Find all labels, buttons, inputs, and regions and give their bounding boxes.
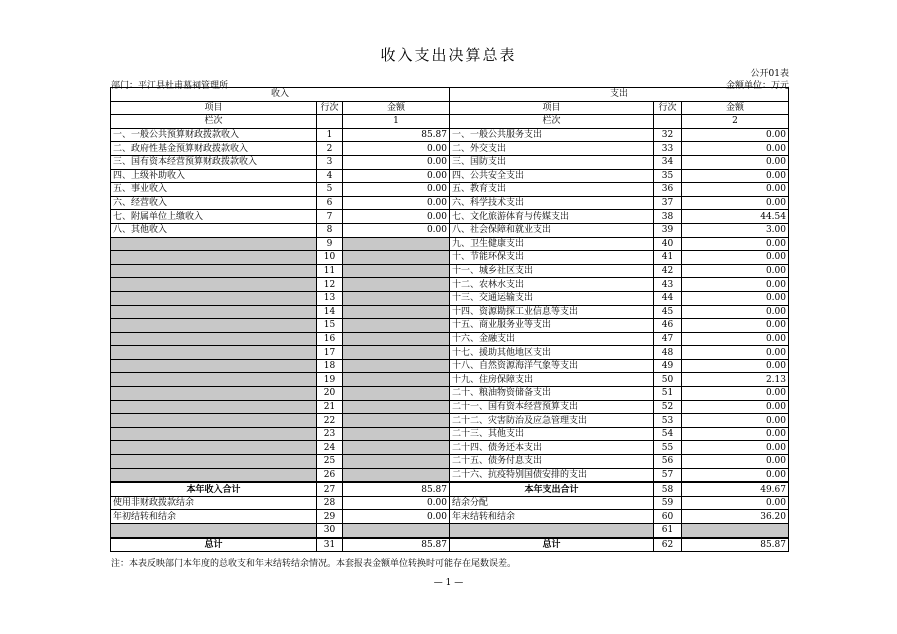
- income-item-name: [111, 524, 317, 538]
- expense-amount: 0.00: [682, 251, 789, 265]
- expense-line-number: 36: [654, 183, 682, 197]
- expense-amount: 0.00: [682, 278, 789, 292]
- income-line-number: 26: [317, 468, 343, 482]
- table-row: [111, 210, 789, 224]
- income-item-name: 五、事业收入: [111, 183, 317, 197]
- income-item-name: [111, 441, 317, 455]
- expense-amount: 0.00: [682, 183, 789, 197]
- expense-item-name: 十七、援助其他地区支出: [450, 346, 654, 360]
- expense-line-number: 39: [654, 223, 682, 237]
- expense-item-name: 二、外交支出: [450, 142, 654, 156]
- income-line-number: 30: [317, 524, 343, 538]
- expense-item-name: 四、公共安全支出: [450, 169, 654, 183]
- income-amount: [343, 251, 450, 265]
- expense-item-name: 二十四、债务还本支出: [450, 441, 654, 455]
- income-amount: 0.00: [343, 142, 450, 156]
- income-expense-table: [110, 87, 789, 552]
- expense-line-number: 45: [654, 305, 682, 319]
- income-item-name: [111, 278, 317, 292]
- income-amount: 85.87: [343, 482, 450, 496]
- income-line-number: 11: [317, 264, 343, 278]
- expense-amount: 85.87: [682, 538, 789, 552]
- expense-item-name: 十九、住房保障支出: [450, 373, 654, 387]
- income-item-name: [111, 332, 317, 346]
- income-item-name: [111, 427, 317, 441]
- table-row: [111, 468, 789, 482]
- expense-item-name: 九、卫生健康支出: [450, 237, 654, 251]
- income-amount: [343, 524, 450, 538]
- income-line-number: 14: [317, 305, 343, 319]
- income-line-number: 24: [317, 441, 343, 455]
- income-line-number: 15: [317, 319, 343, 333]
- expense-item-header: 项目: [450, 101, 654, 115]
- expense-amount: 0.00: [682, 441, 789, 455]
- income-line-number: 7: [317, 210, 343, 224]
- expense-line-number: 48: [654, 346, 682, 360]
- income-amount: 0.00: [343, 510, 450, 524]
- income-item-name: [111, 373, 317, 387]
- expense-amount: 44.54: [682, 210, 789, 224]
- income-item-name: 四、上级补助收入: [111, 169, 317, 183]
- expense-item-name: 结余分配: [450, 496, 654, 510]
- table-row: [111, 223, 789, 237]
- expense-amount: 0.00: [682, 414, 789, 428]
- expense-line-number: 54: [654, 427, 682, 441]
- income-item-name: [111, 400, 317, 414]
- table-row: [111, 319, 789, 333]
- table-row: [111, 496, 789, 510]
- income-amount: 85.87: [343, 538, 450, 552]
- income-item-name: [111, 305, 317, 319]
- income-amount: 0.00: [343, 223, 450, 237]
- page-number: — 1 —: [433, 578, 464, 588]
- expense-amount: 0.00: [682, 305, 789, 319]
- column-index-row: [111, 115, 789, 129]
- expense-line-number: 33: [654, 142, 682, 156]
- income-line-number: 6: [317, 196, 343, 210]
- expense-line-number: 38: [654, 210, 682, 224]
- form-code: 公开01表: [750, 69, 789, 79]
- expense-amount: 0.00: [682, 346, 789, 360]
- income-line-number: 4: [317, 169, 343, 183]
- table-row: [111, 524, 789, 538]
- expense-line-number: 58: [654, 482, 682, 496]
- income-amount: 0.00: [343, 496, 450, 510]
- expense-amount: 3.00: [682, 223, 789, 237]
- income-amount: [343, 346, 450, 360]
- income-amount: [343, 237, 450, 251]
- year-total-row: [111, 482, 789, 496]
- income-item-name: 总计: [111, 538, 317, 552]
- income-line-number: 12: [317, 278, 343, 292]
- table-row: [111, 128, 789, 142]
- expense-item-name: 八、社会保障和就业支出: [450, 223, 654, 237]
- table-row: [111, 264, 789, 278]
- expense-item-name: 十八、自然资源海洋气象等支出: [450, 359, 654, 373]
- expense-line-number: 56: [654, 455, 682, 469]
- income-amount: [343, 332, 450, 346]
- expense-line-number: 37: [654, 196, 682, 210]
- table-row: [111, 427, 789, 441]
- income-amount: [343, 305, 450, 319]
- income-line-number: 21: [317, 400, 343, 414]
- income-line-number: 28: [317, 496, 343, 510]
- expense-amount: 36.20: [682, 510, 789, 524]
- expense-line-number: 53: [654, 414, 682, 428]
- income-amount: [343, 278, 450, 292]
- income-item-header: 项目: [111, 101, 317, 115]
- table-row: [111, 332, 789, 346]
- expense-amount: 49.67: [682, 482, 789, 496]
- expense-line-number: 43: [654, 278, 682, 292]
- income-line-number: 22: [317, 414, 343, 428]
- table-row: [111, 414, 789, 428]
- expense-line-number: 51: [654, 387, 682, 401]
- expense-item-name: 十三、交通运输支出: [450, 291, 654, 305]
- expense-column-label: 栏次: [450, 115, 654, 129]
- table-row: [111, 373, 789, 387]
- expense-line-number: 52: [654, 400, 682, 414]
- expense-item-name: 一、一般公共服务支出: [450, 128, 654, 142]
- income-line-number: 18: [317, 359, 343, 373]
- expense-line-number: 34: [654, 155, 682, 169]
- expense-item-name: [450, 524, 654, 538]
- expense-amount: 0.00: [682, 332, 789, 346]
- income-item-name: [111, 387, 317, 401]
- expense-item-name: 二十五、债务付息支出: [450, 455, 654, 469]
- expense-item-name: 年末结转和结余: [450, 510, 654, 524]
- income-item-name: 六、经营收入: [111, 196, 317, 210]
- income-line-number: 2: [317, 142, 343, 156]
- expense-item-name: 总计: [450, 538, 654, 552]
- income-amount: [343, 414, 450, 428]
- income-amount: 0.00: [343, 169, 450, 183]
- table-row: [111, 155, 789, 169]
- income-line-number: 13: [317, 291, 343, 305]
- expense-amount: 0.00: [682, 237, 789, 251]
- income-line-header: 行次: [317, 101, 343, 115]
- expense-line-number: 61: [654, 524, 682, 538]
- expense-amount: 0.00: [682, 142, 789, 156]
- income-amount: [343, 319, 450, 333]
- expense-amount: 0.00: [682, 319, 789, 333]
- income-amount: 0.00: [343, 196, 450, 210]
- table-row: [111, 237, 789, 251]
- income-amount: [343, 359, 450, 373]
- expense-line-number: 62: [654, 538, 682, 552]
- expense-line-number: 59: [654, 496, 682, 510]
- expense-line-number: 49: [654, 359, 682, 373]
- table-row: [111, 251, 789, 265]
- income-line-number: 1: [317, 128, 343, 142]
- section-header-row: [111, 88, 789, 102]
- expense-line-number: 47: [654, 332, 682, 346]
- table-row: [111, 142, 789, 156]
- income-amount: [343, 455, 450, 469]
- expense-amount: 0.00: [682, 169, 789, 183]
- income-item-name: [111, 468, 317, 482]
- income-amount: 85.87: [343, 128, 450, 142]
- income-line-number: 23: [317, 427, 343, 441]
- income-amount: 0.00: [343, 183, 450, 197]
- income-item-name: 一、一般公共预算财政拨款收入: [111, 128, 317, 142]
- income-line-number: 19: [317, 373, 343, 387]
- expense-amount: 0.00: [682, 264, 789, 278]
- income-line-number: 8: [317, 223, 343, 237]
- income-line-number: 20: [317, 387, 343, 401]
- expense-line-number: 40: [654, 237, 682, 251]
- expense-item-name: 十五、商业服务业等支出: [450, 319, 654, 333]
- expense-line-number: 55: [654, 441, 682, 455]
- income-item-name: [111, 359, 317, 373]
- table-row: [111, 305, 789, 319]
- income-item-name: 使用非财政拨款结余: [111, 496, 317, 510]
- expense-line-number: 44: [654, 291, 682, 305]
- expense-line-header: 行次: [654, 101, 682, 115]
- income-line-number: 16: [317, 332, 343, 346]
- income-amount: [343, 291, 450, 305]
- table-row: [111, 455, 789, 469]
- income-line-number: 29: [317, 510, 343, 524]
- income-line-number: 5: [317, 183, 343, 197]
- income-line-number: 27: [317, 482, 343, 496]
- income-amount: [343, 400, 450, 414]
- income-item-name: [111, 346, 317, 360]
- income-item-name: 二、政府性基金预算财政拨款收入: [111, 142, 317, 156]
- income-amount: [343, 387, 450, 401]
- income-line-number: 31: [317, 538, 343, 552]
- income-item-name: 年初结转和结余: [111, 510, 317, 524]
- expense-item-name: 五、教育支出: [450, 183, 654, 197]
- expense-line-number: 50: [654, 373, 682, 387]
- expense-item-name: 二十六、抗疫特别国债安排的支出: [450, 468, 654, 482]
- income-amount: 0.00: [343, 210, 450, 224]
- income-line-blank: [317, 115, 343, 129]
- income-item-name: [111, 455, 317, 469]
- table-row: [111, 441, 789, 455]
- table-row: [111, 359, 789, 373]
- expense-section-header: 支出: [450, 88, 789, 102]
- expense-item-name: 十二、农林水支出: [450, 278, 654, 292]
- income-column-label: 栏次: [111, 115, 317, 129]
- table-row: [111, 387, 789, 401]
- expense-amount: 0.00: [682, 128, 789, 142]
- income-item-name: [111, 237, 317, 251]
- table-row: [111, 278, 789, 292]
- expense-amount: 0.00: [682, 496, 789, 510]
- expense-amount: 0.00: [682, 196, 789, 210]
- income-line-number: 9: [317, 237, 343, 251]
- table-row: [111, 196, 789, 210]
- expense-amount: 0.00: [682, 400, 789, 414]
- expense-item-name: 三、国防支出: [450, 155, 654, 169]
- department-label: 部门：平江县杜甫墓祠管理所: [111, 81, 229, 91]
- expense-item-name: 十一、城乡社区支出: [450, 264, 654, 278]
- expense-amount: 0.00: [682, 359, 789, 373]
- table-row: [111, 169, 789, 183]
- expense-item-name: 十四、资源勘探工业信息等支出: [450, 305, 654, 319]
- expense-amount: [682, 524, 789, 538]
- expense-amount: 0.00: [682, 387, 789, 401]
- table-row: [111, 346, 789, 360]
- income-amount-header: 金额: [343, 101, 450, 115]
- expense-line-number: 41: [654, 251, 682, 265]
- column-header-row: [111, 101, 789, 115]
- income-amount: [343, 427, 450, 441]
- expense-line-number: 60: [654, 510, 682, 524]
- income-amount: 0.00: [343, 155, 450, 169]
- income-amount: [343, 441, 450, 455]
- income-item-name: [111, 251, 317, 265]
- expense-amount-header: 金额: [682, 101, 789, 115]
- expense-item-name: 二十一、国有资本经营预算支出: [450, 400, 654, 414]
- footnote: 注：本表反映部门本年度的总收支和年末结转结余情况。本套报表金额单位转换时可能存在尾数误差。: [111, 559, 517, 569]
- income-line-number: 3: [317, 155, 343, 169]
- expense-item-name: 十六、金融支出: [450, 332, 654, 346]
- income-item-name: 三、国有资本经营预算财政拨款收入: [111, 155, 317, 169]
- expense-item-name: 十、节能环保支出: [450, 251, 654, 265]
- income-section-header: 收入: [111, 88, 450, 102]
- expense-item-name: 二十三、其他支出: [450, 427, 654, 441]
- expense-item-name: 二十、粮油物资储备支出: [450, 387, 654, 401]
- expense-amount: 0.00: [682, 427, 789, 441]
- income-item-name: 七、附属单位上缴收入: [111, 210, 317, 224]
- expense-item-name: 二十二、灾害防治及应急管理支出: [450, 414, 654, 428]
- income-item-name: [111, 319, 317, 333]
- expense-amount: 2.13: [682, 373, 789, 387]
- table-row: [111, 510, 789, 524]
- income-item-name: 八、其他收入: [111, 223, 317, 237]
- expense-line-number: 42: [654, 264, 682, 278]
- expense-amount: 0.00: [682, 155, 789, 169]
- expense-line-blank: [654, 115, 682, 129]
- expense-amount: 0.00: [682, 291, 789, 305]
- grand-total-row: [111, 538, 789, 552]
- table-row: [111, 400, 789, 414]
- income-amount: [343, 468, 450, 482]
- expense-line-number: 57: [654, 468, 682, 482]
- report-title: 收入支出决算总表: [380, 46, 517, 64]
- income-item-name: 本年收入合计: [111, 482, 317, 496]
- amount-unit-label: 金额单位：万元: [725, 81, 789, 91]
- expense-line-number: 32: [654, 128, 682, 142]
- income-line-number: 25: [317, 455, 343, 469]
- expense-amount: 0.00: [682, 455, 789, 469]
- table-row: [111, 183, 789, 197]
- income-amount: [343, 264, 450, 278]
- expense-item-name: 本年支出合计: [450, 482, 654, 496]
- income-line-number: 10: [317, 251, 343, 265]
- expense-line-number: 35: [654, 169, 682, 183]
- income-column-number: 1: [343, 115, 450, 129]
- table-row: [111, 291, 789, 305]
- expense-item-name: 七、文化旅游体育与传媒支出: [450, 210, 654, 224]
- income-item-name: [111, 264, 317, 278]
- income-item-name: [111, 291, 317, 305]
- income-amount: [343, 373, 450, 387]
- income-item-name: [111, 414, 317, 428]
- income-line-number: 17: [317, 346, 343, 360]
- expense-amount: 0.00: [682, 468, 789, 482]
- expense-line-number: 46: [654, 319, 682, 333]
- expense-item-name: 六、科学技术支出: [450, 196, 654, 210]
- expense-column-number: 2: [682, 115, 789, 129]
